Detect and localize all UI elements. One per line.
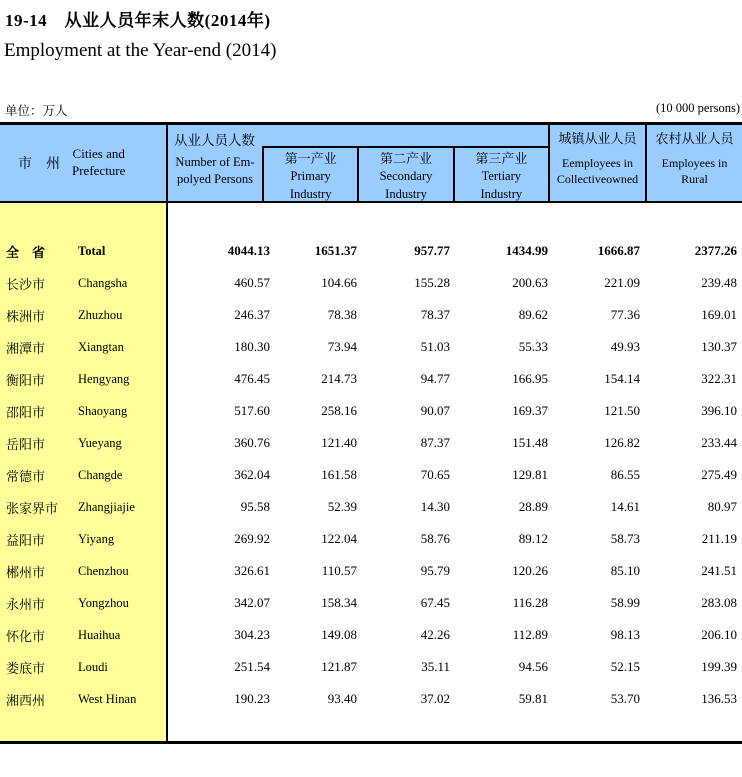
value-secondary-industry: 94.77 — [420, 371, 450, 386]
value-primary-industry: 258.16 — [321, 403, 357, 418]
header-rural-en — [647, 156, 742, 187]
table-row — [0, 523, 742, 555]
header-employed-zh: 从业人员人数 — [174, 133, 255, 148]
region-name-zh: 湘西州 — [6, 692, 46, 708]
value-urban-employees: 49.93 — [610, 339, 640, 354]
region-name-zh: 全 省 — [6, 244, 46, 260]
value-primary-industry: 158.34 — [321, 595, 357, 610]
value-employed-total: 246.37 — [234, 307, 270, 322]
value-secondary-industry: 87.37 — [420, 435, 450, 450]
value-primary-industry: 110.57 — [321, 563, 357, 578]
region-name-zh: 郴州市 — [6, 564, 46, 580]
value-employed-total: 304.23 — [234, 627, 270, 642]
value-tertiary-industry: 94.56 — [518, 659, 548, 674]
value-urban-employees: 221.09 — [604, 275, 640, 290]
value-tertiary-industry: 151.48 — [512, 435, 548, 450]
header-primary-en-line2: Industry — [289, 186, 332, 201]
region-cell — [0, 434, 168, 453]
value-tertiary-industry: 120.26 — [512, 563, 548, 578]
unit-row — [0, 101, 742, 119]
header-tertiary-en-line2: Industry — [480, 186, 523, 201]
value-primary-industry: 104.66 — [321, 275, 357, 290]
header-secondary-en-line2: Industry — [385, 186, 427, 201]
header-urban-zh: 城镇从业人员 — [558, 131, 637, 146]
header-region-zh: 市 州 — [18, 157, 60, 172]
value-rural-employees: 2377.26 — [694, 243, 737, 258]
region-cell — [0, 498, 168, 517]
region-name-zh: 怀化市 — [6, 628, 46, 644]
region-name-en: Loudi — [78, 659, 108, 674]
value-secondary-industry: 58.76 — [420, 531, 450, 546]
region-name-zh: 益阳市 — [6, 532, 46, 548]
header-primary-industry — [264, 148, 359, 201]
table-row — [0, 299, 742, 331]
value-secondary-industry: 78.37 — [420, 307, 450, 322]
region-name-zh: 湘潭市 — [6, 340, 46, 356]
value-primary-industry: 149.08 — [321, 627, 357, 642]
value-secondary-industry: 42.26 — [420, 627, 450, 642]
value-employed-total: 269.92 — [234, 531, 270, 546]
value-tertiary-industry: 28.89 — [518, 499, 548, 514]
region-cell — [0, 626, 168, 645]
value-primary-industry: 122.04 — [321, 531, 357, 546]
value-rural-employees: 80.97 — [707, 499, 737, 514]
value-tertiary-industry: 59.81 — [518, 691, 548, 706]
value-secondary-industry: 35.11 — [421, 659, 450, 674]
value-employed-total: 342.07 — [234, 595, 270, 610]
header-urban-en-line2: Collectiveowned — [556, 171, 639, 186]
table-row — [0, 683, 742, 715]
value-employed-total: 476.45 — [234, 371, 270, 386]
value-rural-employees: 233.44 — [701, 435, 737, 450]
value-tertiary-industry: 200.63 — [512, 275, 548, 290]
header-industries-box — [262, 146, 548, 201]
value-tertiary-industry: 169.37 — [512, 403, 548, 418]
region-cell — [0, 466, 168, 485]
value-employed-total: 180.30 — [234, 339, 270, 354]
value-urban-employees: 121.50 — [604, 403, 640, 418]
value-rural-employees: 322.31 — [701, 371, 737, 386]
value-rural-employees: 396.10 — [701, 403, 737, 418]
value-secondary-industry: 70.65 — [420, 467, 450, 482]
header-primary-zh: 第一产业 — [284, 151, 337, 166]
region-name-zh: 永州市 — [6, 596, 46, 612]
value-urban-employees: 154.14 — [604, 371, 640, 386]
value-rural-employees: 283.08 — [701, 595, 737, 610]
table-row — [0, 587, 742, 619]
header-region-en-line2: Prefecture — [72, 163, 126, 178]
header-secondary-zh: 第二产业 — [379, 151, 432, 166]
region-name-en: Changsha — [78, 275, 128, 290]
value-employed-total: 190.23 — [234, 691, 270, 706]
region-name-en: Zhuzhou — [78, 307, 123, 322]
value-secondary-industry: 155.28 — [414, 275, 450, 290]
region-cell — [0, 306, 168, 325]
region-cell — [0, 658, 168, 677]
header-employed-group — [168, 125, 550, 201]
table-row — [0, 651, 742, 683]
region-cell — [0, 690, 168, 709]
value-secondary-industry: 14.30 — [420, 499, 450, 514]
value-primary-industry: 52.39 — [327, 499, 357, 514]
value-employed-total: 460.57 — [234, 275, 270, 290]
value-urban-employees: 126.82 — [604, 435, 640, 450]
value-tertiary-industry: 89.62 — [518, 307, 548, 322]
value-urban-employees: 85.10 — [610, 563, 640, 578]
value-urban-employees: 53.70 — [610, 691, 640, 706]
region-cell — [0, 338, 168, 357]
header-rural-en-line2: Rural — [681, 171, 708, 186]
value-rural-employees: 211.19 — [701, 531, 737, 546]
table-row — [0, 459, 742, 491]
region-name-en: Total — [78, 243, 106, 258]
header-employed-en — [168, 154, 262, 188]
value-primary-industry: 121.87 — [321, 659, 357, 674]
unit-label-zh: 单位：万人 — [5, 104, 68, 118]
value-primary-industry: 214.73 — [321, 371, 357, 386]
value-rural-employees: 239.48 — [701, 275, 737, 290]
region-name-en: West Hinan — [78, 691, 137, 706]
value-employed-total: 4044.13 — [227, 243, 270, 258]
value-urban-employees: 14.61 — [610, 499, 640, 514]
table-body — [0, 203, 742, 741]
value-urban-employees: 58.99 — [610, 595, 640, 610]
header-tertiary-en-line1: Tertiary — [481, 169, 522, 184]
table-row — [0, 619, 742, 651]
region-name-en: Changde — [78, 467, 123, 482]
value-secondary-industry: 95.79 — [420, 563, 450, 578]
header-urban-en — [550, 156, 645, 187]
header-tertiary-industry — [455, 148, 548, 201]
value-employed-total: 360.76 — [234, 435, 270, 450]
region-name-en: Chenzhou — [78, 563, 129, 578]
region-name-zh: 长沙市 — [6, 276, 46, 292]
region-cell — [0, 562, 168, 581]
region-cell — [0, 370, 168, 389]
table-row — [0, 331, 742, 363]
value-employed-total: 362.04 — [234, 467, 270, 482]
value-urban-employees: 98.13 — [610, 627, 640, 642]
region-name-zh: 邵阳市 — [6, 404, 46, 420]
value-rural-employees: 169.01 — [701, 307, 737, 322]
region-name-zh: 常德市 — [6, 468, 46, 484]
value-rural-employees: 136.53 — [701, 691, 737, 706]
region-name-en: Yiyang — [78, 531, 115, 546]
value-rural-employees: 206.10 — [701, 627, 737, 642]
header-urban-employees — [550, 125, 647, 201]
value-tertiary-industry: 1434.99 — [505, 243, 548, 258]
region-name-en: Xiangtan — [78, 339, 124, 354]
value-rural-employees: 241.51 — [701, 563, 737, 578]
header-secondary-industry — [359, 148, 454, 201]
header-employed-en-line2: polyed Persons — [176, 171, 254, 186]
value-rural-employees: 130.37 — [701, 339, 737, 354]
region-name-zh: 张家界市 — [6, 500, 59, 516]
page-title-zh: 19-14 从业人员年末人数(2014年) — [5, 11, 271, 30]
header-primary-en-line1: Primary — [290, 169, 331, 184]
value-urban-employees: 58.73 — [610, 531, 640, 546]
region-cell — [0, 274, 168, 293]
header-rural-zh: 农村从业人员 — [655, 131, 734, 146]
value-secondary-industry: 67.45 — [420, 595, 450, 610]
value-tertiary-industry: 89.12 — [518, 531, 548, 546]
header-employed-en-line1: Number of Em- — [175, 155, 255, 169]
value-tertiary-industry: 129.81 — [512, 467, 548, 482]
page-title-en: Employment at the Year-end (2014) — [4, 40, 277, 61]
value-primary-industry: 73.94 — [327, 339, 357, 354]
value-rural-employees: 275.49 — [701, 467, 737, 482]
table-row — [0, 235, 742, 267]
header-region-cell — [0, 125, 168, 201]
value-secondary-industry: 51.03 — [420, 339, 450, 354]
value-tertiary-industry: 116.28 — [512, 595, 548, 610]
value-employed-total: 251.54 — [234, 659, 270, 674]
region-name-en: Huaihua — [78, 627, 121, 642]
value-urban-employees: 1666.87 — [597, 243, 640, 258]
table-rows — [0, 235, 742, 715]
value-primary-industry: 78.38 — [327, 307, 357, 322]
value-primary-industry: 121.40 — [321, 435, 357, 450]
value-rural-employees: 199.39 — [701, 659, 737, 674]
value-tertiary-industry: 112.89 — [512, 627, 548, 642]
unit-label-en: (10 000 persons) — [655, 101, 740, 115]
employment-table — [0, 122, 742, 744]
value-tertiary-industry: 166.95 — [512, 371, 548, 386]
region-name-zh: 衡阳市 — [6, 372, 46, 388]
region-cell — [0, 594, 168, 613]
header-urban-en-line1: Eemployees in — [562, 156, 633, 170]
table-row — [0, 267, 742, 299]
value-employed-total: 517.60 — [234, 403, 270, 418]
table-row — [0, 491, 742, 523]
region-name-en: Yueyang — [78, 435, 122, 450]
header-tertiary-zh: 第三产业 — [475, 151, 528, 166]
table-header — [0, 125, 742, 203]
value-urban-employees: 86.55 — [610, 467, 640, 482]
value-tertiary-industry: 55.33 — [518, 339, 548, 354]
value-urban-employees: 52.15 — [610, 659, 640, 674]
value-primary-industry: 1651.37 — [314, 243, 357, 258]
region-name-en: Shaoyang — [78, 403, 128, 418]
value-employed-total: 326.61 — [234, 563, 270, 578]
region-cell — [0, 402, 168, 421]
header-rural-en-line1: Employees in — [661, 156, 728, 170]
region-name-en: Yongzhou — [78, 595, 129, 610]
table-row — [0, 427, 742, 459]
region-name-zh: 岳阳市 — [6, 436, 46, 452]
value-secondary-industry: 957.77 — [414, 243, 450, 258]
region-name-zh: 娄底市 — [6, 660, 46, 676]
region-name-zh: 株洲市 — [6, 308, 46, 324]
region-name-en: Zhangjiajie — [78, 499, 135, 514]
value-primary-industry: 93.40 — [327, 691, 357, 706]
header-secondary-en-line1: Secondary — [379, 169, 433, 184]
value-employed-total: 95.58 — [240, 499, 270, 514]
region-name-en: Hengyang — [78, 371, 130, 386]
table-row — [0, 363, 742, 395]
value-urban-employees: 77.36 — [610, 307, 640, 322]
value-secondary-industry: 90.07 — [420, 403, 450, 418]
table-row — [0, 555, 742, 587]
header-region-en-line1: Cities and — [72, 146, 125, 162]
header-region-en — [72, 146, 125, 180]
table-row — [0, 395, 742, 427]
value-primary-industry: 161.58 — [321, 467, 357, 482]
region-cell — [0, 530, 168, 549]
header-rural-employees — [647, 125, 742, 201]
value-secondary-industry: 37.02 — [420, 691, 450, 706]
region-cell — [0, 242, 168, 261]
